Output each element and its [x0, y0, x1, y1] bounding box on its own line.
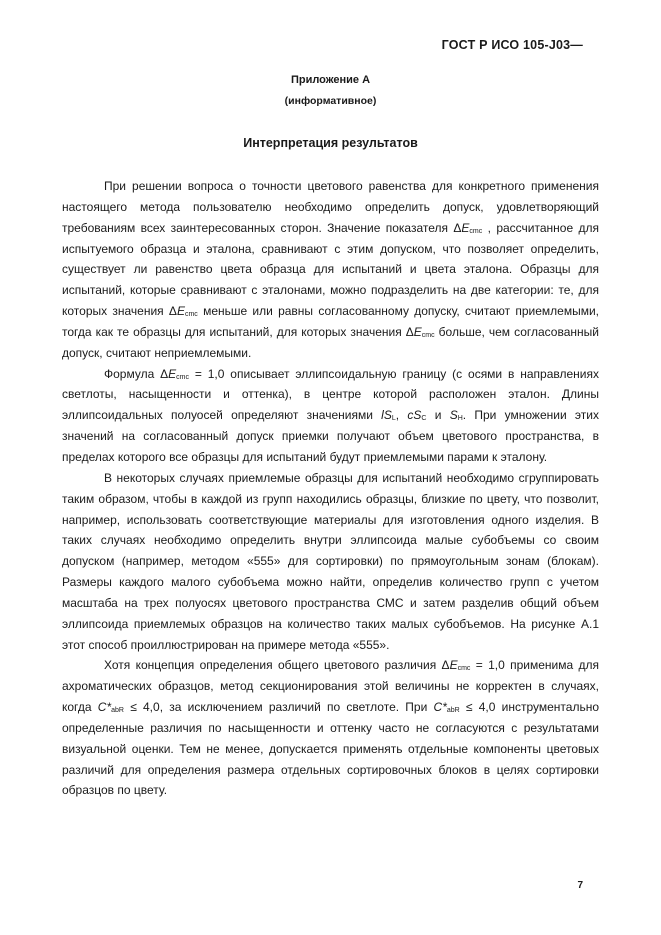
annex-title: Приложение А: [290, 74, 371, 86]
paragraph: Хотя концепция определения общего цветового различия $\Delta E_{cmc} = 1,0$ применима для ахроматических образцов, метод секционирования этой величины не корректен в случаях, когда $C*_{abR} \le 4,0$, за исключением различий по светлоте. При $C*_{abR} \le 4,0$ инструментально определенные различия по насыщенности и оттенку часто не согласуются с результатами визуальной оценки. Тем не менее, допускается применять отдельные компоненты цветовых различий для определения размера отдельных сортировочных блоков в целях сортировки образцов по цвету.: [62, 658, 600, 798]
subscript: cmc: [457, 665, 471, 673]
italic-symbol: cS: [407, 408, 422, 423]
subscript: H: [457, 415, 463, 423]
italic-symbol: C*: [433, 700, 447, 715]
subscript: cmc: [184, 311, 198, 319]
italic-symbol: E: [461, 220, 470, 235]
section-title: Интерпретация результатов: [243, 136, 418, 150]
subscript: abR: [446, 707, 460, 715]
subscript: cmc: [469, 227, 483, 235]
paragraph: В некоторых случаях приемлемые образцы для испытаний необходимо сгруппировать таким образом, чтобы в каждой из групп находились образцы, близкие по цвету, что позволит, например, использовать соответствующие материалы для изготовления одного изделия. В таких случаях необходимо определить внутри эллипсоида малые субобъемы со своим допуском (например, методом «555» для сортировки) по прямоугольным зонам (блокам). Размеры каждого малого субобъема можно найти, определив количество групп с учетом масштаба на трех полуосях цветового пространства СМС и затем разделив общий объем эллипсоида приемлемых образцов на количество таких малых субобъемов. На рисунке А.1 этот способ проиллюстрирован на примере метода «555».: [62, 470, 599, 652]
italic-symbol: E: [413, 324, 422, 339]
paragraph: При решении вопроса о точности цветового равенства для конкретного применения настоящего метода пользователю необходимо определить допуск, удовлетворяющий требованиям всех заинтересованных сторон. Значение показателя $\Delta E_{cmc}$ , рассчитанное для испытуемого образца и эталона, сравнивают с этим допуском, что позволяет определить, существует ли равенство цвета образца для испытаний и цвета эталона. Образцы для испытаний, которые сравнивают с эталонами, можно подразделить на две категории: те, для которых значения $\Delta E_{cmc}$ меньше или равны согласованному допуску, считают приемлемыми, тогда как те образцы для испытаний, для которых значения $\Delta E_{cmc}$ больше, чем согласованный допуск, считают неприемлемыми.: [62, 179, 599, 360]
paragraph: Формула $\Delta E_{cmc} = 1,0$ описывает эллипсоидальную границу (с осями в направлениях светлоты, насыщенности и оттенка), в центре которой расположен эталон. Длины эллипсоидальных полуосей определяют значениями $lS_L$, $cS_C$ и $S_H$. При умножении этих значений на согласованный допуск приемки получают объем цветового пространства, в пределах которого все образцы для испытаний будут приемлемыми парами к эталону.: [62, 366, 599, 464]
subscript: abR: [111, 707, 124, 715]
subscript: cmc: [421, 331, 435, 339]
italic-symbol: E: [168, 366, 177, 381]
italic-symbol: S: [449, 408, 458, 423]
page-number: 7: [577, 880, 583, 891]
subscript: L: [391, 415, 396, 423]
document-code-header: ГОСТ Р ИСО 105-J03—: [441, 38, 583, 52]
body-text: [62, 176, 599, 801]
subscript: C: [421, 415, 427, 423]
italic-symbol: C*: [97, 700, 112, 715]
annex-subtitle: (информативное): [284, 95, 377, 107]
italic-symbol: E: [176, 304, 185, 319]
subscript: cmc: [176, 373, 190, 381]
italic-symbol: E: [449, 658, 458, 673]
italic-symbol: lS: [381, 408, 392, 423]
